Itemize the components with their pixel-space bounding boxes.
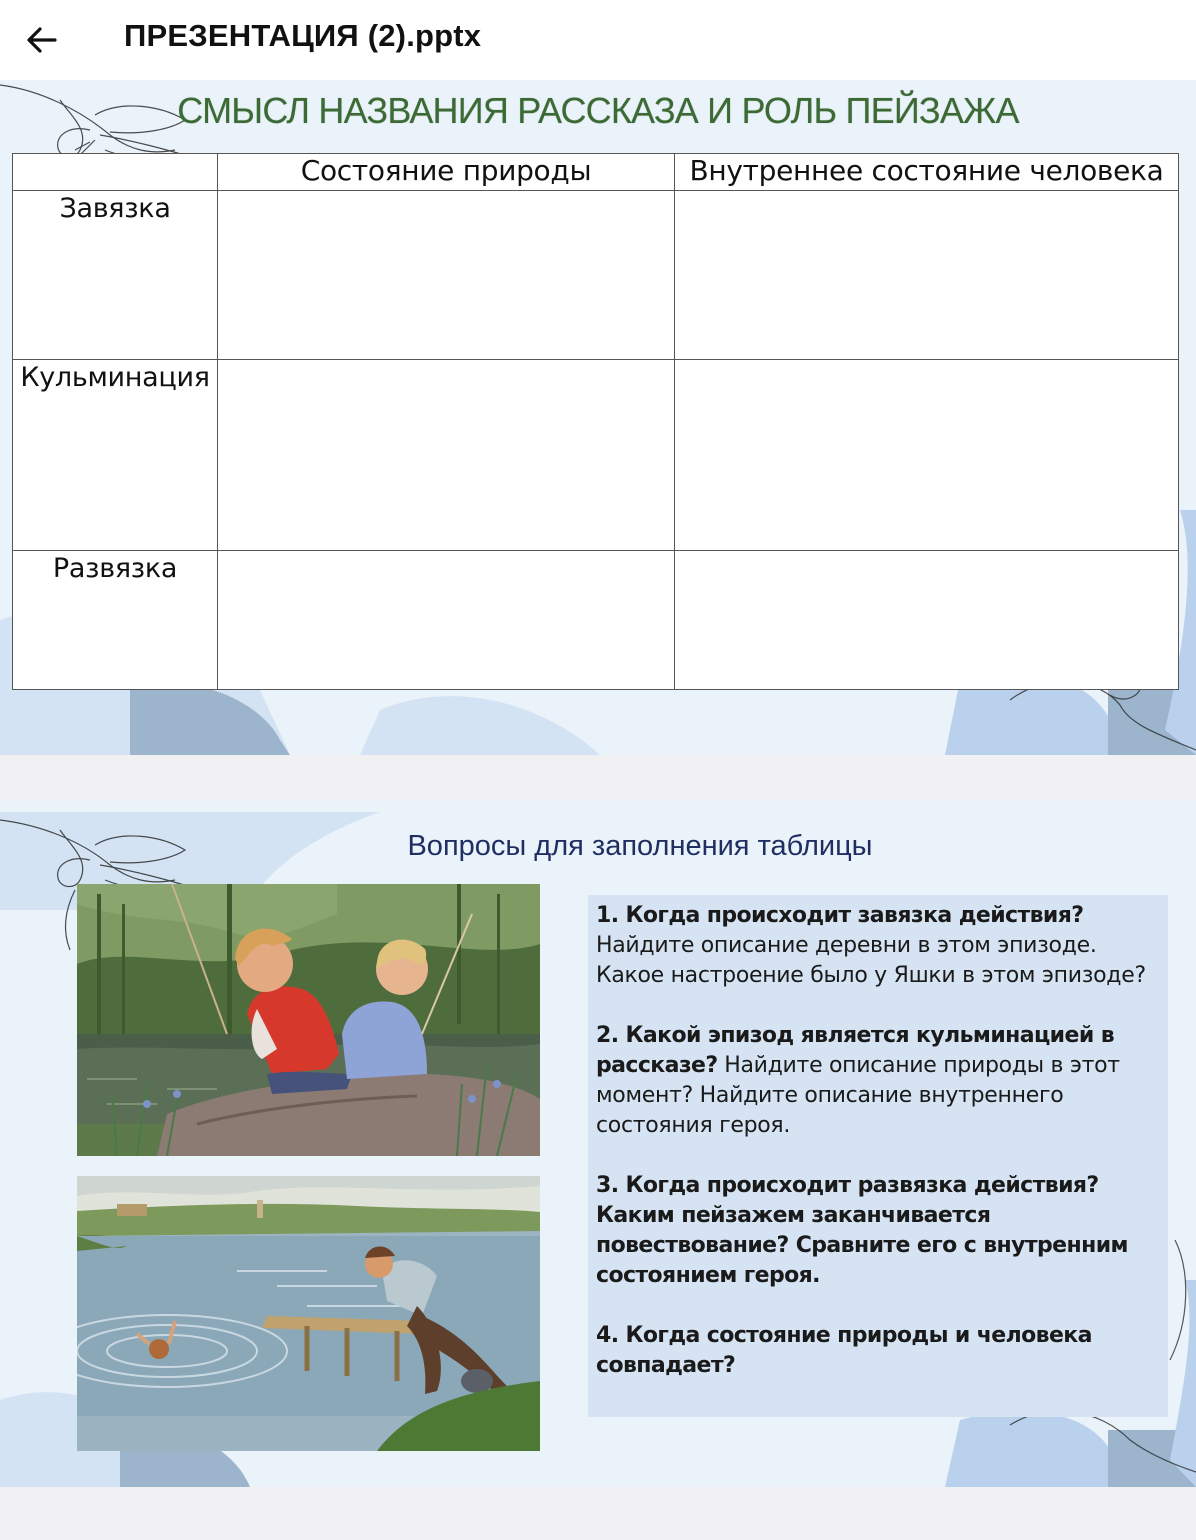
question-2-heading: 2. Какой эпизод является кульминацией в рассказе? [596, 1023, 1115, 1078]
question-4 [596, 1321, 1160, 1381]
back-button[interactable] [18, 16, 66, 64]
analysis-table [12, 153, 1179, 690]
table-cell[interactable] [218, 191, 675, 360]
illustration-river-pier [77, 1176, 540, 1451]
table-row [13, 551, 1179, 690]
question-1-heading: 1. Когда происходит завязка действия? [596, 903, 1084, 928]
table-header-inner-state: Внутреннее состояние человека [675, 154, 1179, 191]
slide-1[interactable] [0, 80, 1196, 755]
question-1 [596, 901, 1160, 991]
table-cell[interactable] [218, 360, 675, 551]
table-cell[interactable] [675, 551, 1179, 690]
table-header-row [13, 154, 1179, 191]
slide-title: СМЫСЛ НАЗВАНИЯ РАССКАЗА И РОЛЬ ПЕЙЗАЖА [177, 90, 1019, 131]
row-label-kulminaciya: Кульминация [13, 360, 218, 551]
app-toolbar [0, 0, 1196, 81]
document-title: ПРЕЗЕНТАЦИЯ (2).pptx [124, 18, 482, 53]
table-row [13, 360, 1179, 551]
slide-title: Вопросы для заполнения таблицы [407, 830, 873, 862]
question-1-text: Найдите описание деревни в этом эпизоде. Какое настроение было у Яшки в этом эпизоде? [596, 933, 1146, 988]
table-cell[interactable] [675, 360, 1179, 551]
table-header-nature-state: Состояние природы [218, 154, 675, 191]
question-3-heading: 3. Когда происходит развязка действия? Каким пейзажем заканчивается повествование? Сравните его с внутренним состоянием героя. [596, 1173, 1128, 1288]
question-2-text: Найдите описание природы в этот момент? Найдите описание внутреннего состояния героя. [596, 1053, 1120, 1138]
questions-box [588, 895, 1168, 1417]
table-cell[interactable] [218, 551, 675, 690]
arrow-left-icon [25, 23, 59, 57]
row-label-razvyazka: Развязка [13, 551, 218, 690]
illustration-boys-fishing [77, 884, 540, 1156]
table-header-empty [13, 154, 218, 191]
question-3 [596, 1171, 1160, 1291]
table-row [13, 191, 1179, 360]
table-cell[interactable] [675, 191, 1179, 360]
question-2 [596, 1021, 1160, 1141]
slide-2[interactable] [0, 800, 1196, 1487]
question-4-heading: 4. Когда состояние природы и человека совпадает? [596, 1323, 1092, 1378]
row-label-zavyazka: Завязка [13, 191, 218, 360]
